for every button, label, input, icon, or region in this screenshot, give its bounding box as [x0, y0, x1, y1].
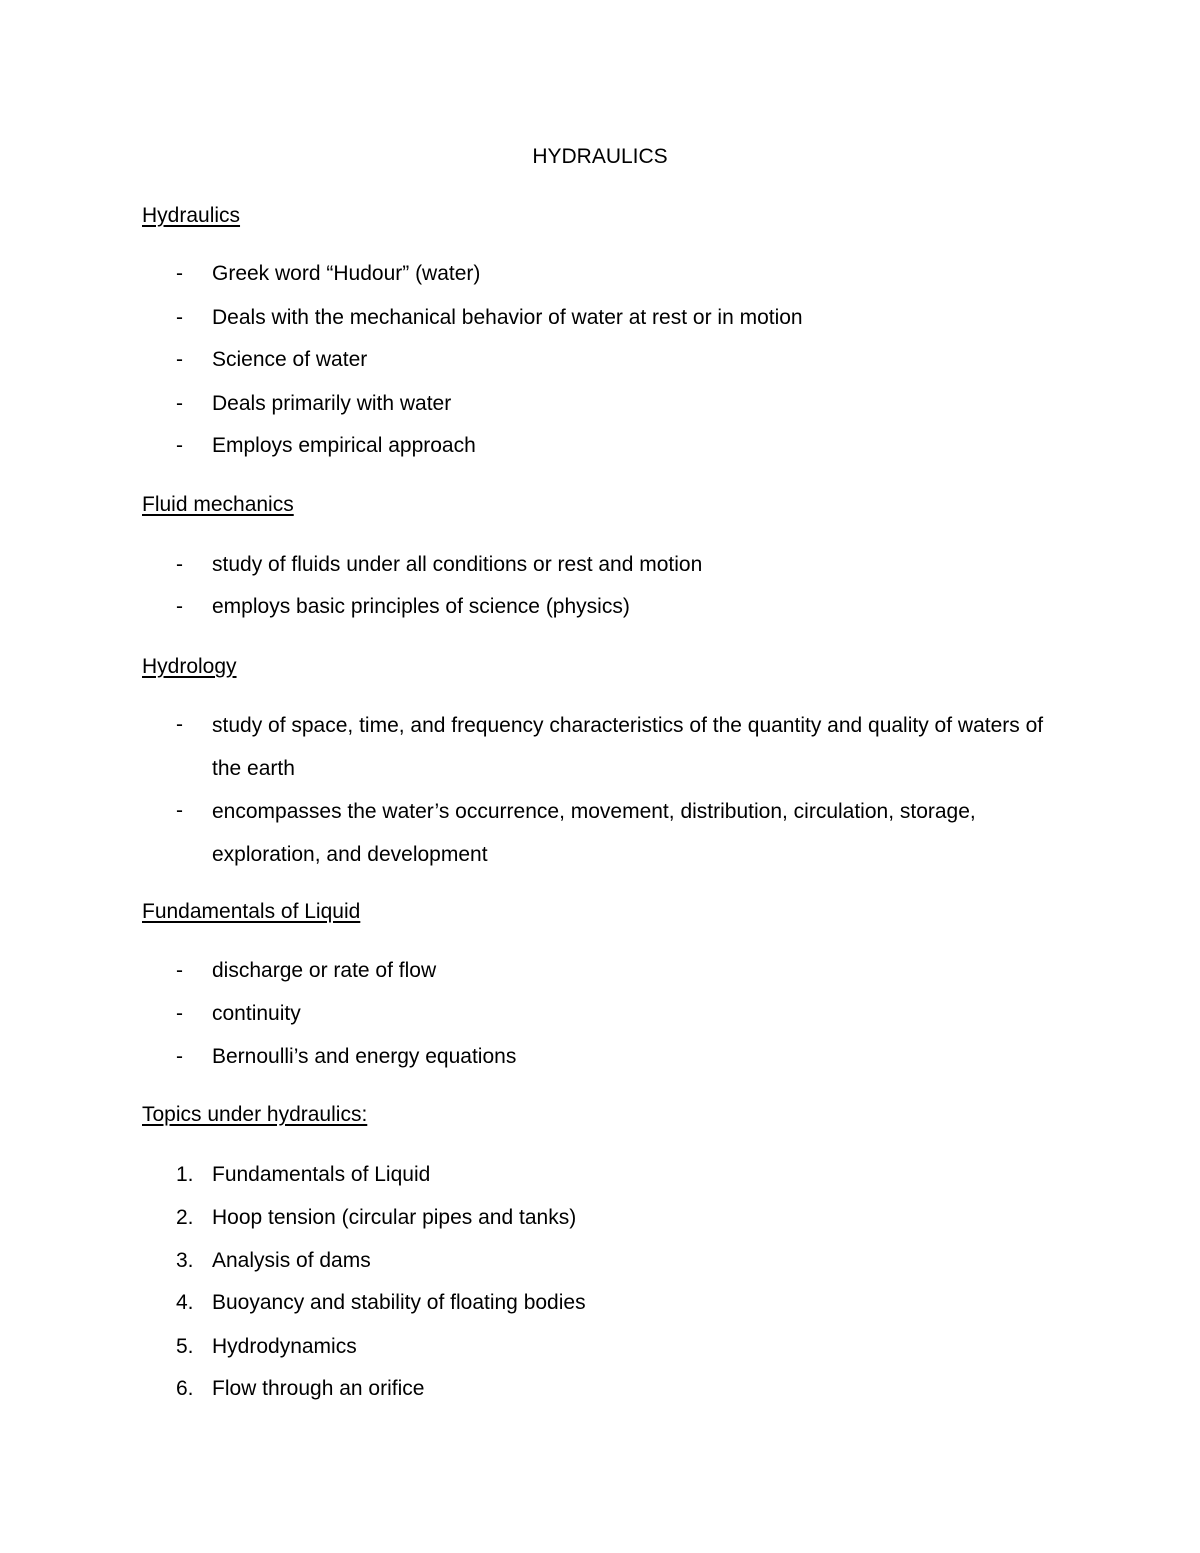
list-item-text: study of space, time, and frequency characteristics of the quantity and quality of waters of the earth	[212, 714, 1044, 780]
list-item-text: Hoop tension (circular pipes and tanks)	[212, 1206, 577, 1229]
number-marker: 4.	[176, 1291, 194, 1314]
list-item-text: Employs empirical approach	[212, 434, 476, 457]
dash-marker: -	[176, 1002, 183, 1025]
dash-marker: -	[176, 434, 183, 457]
list-item-text: Greek word “Hudour” (water)	[212, 262, 481, 285]
section-heading-hydraulics: Hydraulics	[142, 204, 241, 227]
list-item-text: study of fluids under all conditions or rest and motion	[212, 553, 703, 576]
number-marker: 3.	[176, 1249, 194, 1272]
list-item-text: encompasses the water’s occurrence, movement, distribution, circulation, storage, exploration, and development	[212, 800, 976, 866]
number-marker: 5.	[176, 1335, 194, 1358]
dash-marker: -	[176, 262, 183, 285]
list-item-text: Science of water	[212, 348, 368, 371]
dash-marker: -	[176, 392, 183, 415]
dash-marker: -	[176, 306, 183, 329]
number-marker: 2.	[176, 1206, 194, 1229]
list-item-text: Flow through an orifice	[212, 1377, 425, 1400]
dash-marker: -	[176, 1045, 183, 1068]
list-item-text: Bernoulli’s and energy equations	[212, 1045, 517, 1068]
dash-marker: -	[176, 348, 183, 371]
document-title: HYDRAULICS	[532, 145, 668, 168]
list-item-text: Fundamentals of Liquid	[212, 1163, 431, 1186]
section-heading-hydrology: Hydrology	[142, 655, 237, 678]
list-item-text: Buoyancy and stability of floating bodies	[212, 1291, 586, 1314]
section-heading-topics: Topics under hydraulics:	[142, 1103, 368, 1126]
list-item-text: Deals with the mechanical behavior of water at rest or in motion	[212, 306, 803, 329]
list-item-text: employs basic principles of science (physics)	[212, 595, 630, 618]
number-marker: 1.	[176, 1163, 194, 1186]
dash-marker: -	[176, 595, 183, 618]
list-item-text: Analysis of dams	[212, 1249, 371, 1272]
list-item-text: Hydrodynamics	[212, 1335, 357, 1358]
dash-marker: -	[176, 799, 183, 822]
dash-marker: -	[176, 713, 183, 736]
list-item-text: continuity	[212, 1002, 301, 1025]
list-item-text: Deals primarily with water	[212, 392, 452, 415]
section-heading-fluid-mechanics: Fluid mechanics	[142, 493, 294, 516]
dash-marker: -	[176, 959, 183, 982]
section-heading-fundamentals: Fundamentals of Liquid	[142, 900, 361, 923]
dash-marker: -	[176, 553, 183, 576]
list-item-text: discharge or rate of flow	[212, 959, 437, 982]
number-marker: 6.	[176, 1377, 194, 1400]
